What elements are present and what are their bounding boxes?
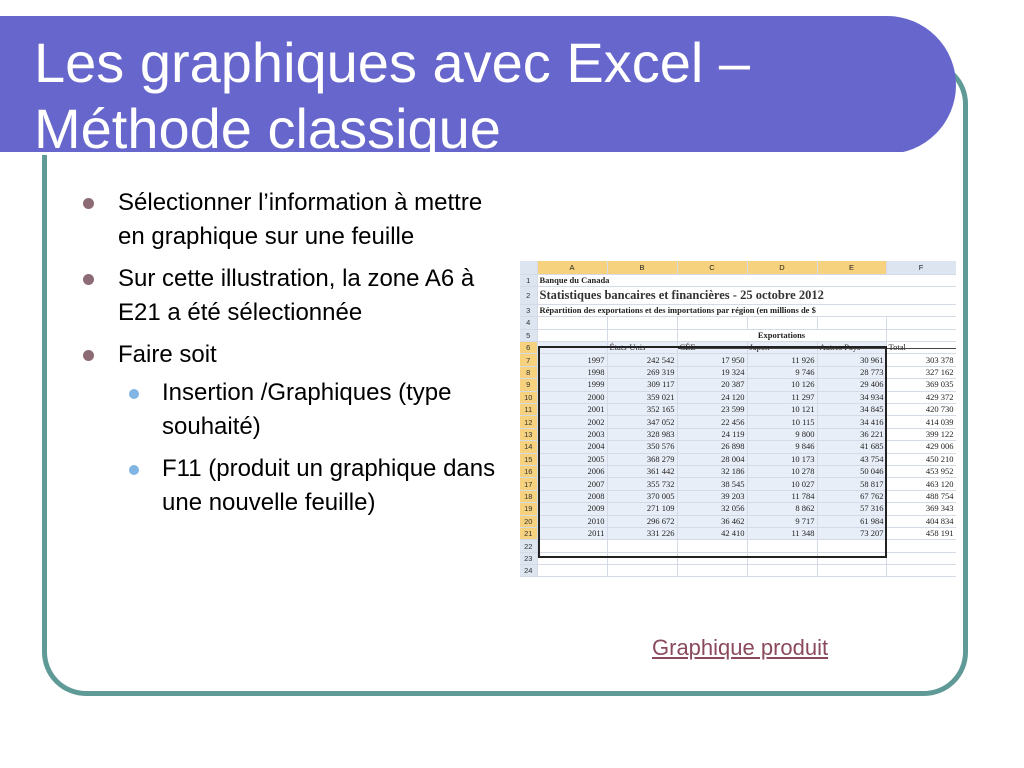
data-cell: 28 004 xyxy=(677,453,747,465)
sheet-row xyxy=(520,366,956,378)
sheet-row xyxy=(520,428,956,440)
slide-title-line-2: Méthode classique xyxy=(34,97,501,160)
data-cell: 8 862 xyxy=(747,503,817,515)
data-cell: 328 983 xyxy=(607,428,677,440)
data-cell: 370 005 xyxy=(607,490,677,502)
row-header: 12 xyxy=(520,416,537,428)
sub-bullet-text: F11 (produit un graphique dans une nouvelle feuille) xyxy=(162,455,496,516)
sheet-row xyxy=(520,527,956,539)
row-header: 3 xyxy=(520,304,537,316)
header-cell: CÉE xyxy=(677,342,747,354)
sheet-row xyxy=(520,391,956,403)
data-cell: 458 191 xyxy=(886,527,956,539)
empty-cell xyxy=(537,565,607,577)
data-cell: 11 926 xyxy=(747,354,817,366)
data-cell: 57 316 xyxy=(817,503,886,515)
empty-cell xyxy=(817,540,886,552)
data-cell: 399 122 xyxy=(886,428,956,440)
data-cell: 368 279 xyxy=(607,453,677,465)
row-header: 20 xyxy=(520,515,537,527)
column-header-a: A xyxy=(537,261,607,274)
sheet-row xyxy=(520,515,956,527)
sheet-row xyxy=(520,552,956,564)
row-header: 14 xyxy=(520,441,537,453)
data-cell: 296 672 xyxy=(607,515,677,527)
data-cell: 17 950 xyxy=(677,354,747,366)
empty-cell xyxy=(817,565,886,577)
data-cell: 41 685 xyxy=(817,441,886,453)
empty-cell xyxy=(677,552,747,564)
empty-cell xyxy=(607,565,677,577)
data-cell: 42 410 xyxy=(677,527,747,539)
row-header: 8 xyxy=(520,366,537,378)
bullet-text: Sur cette illustration, la zone A6 à E21 a été sélectionnée xyxy=(118,265,475,326)
data-cell: 2011 xyxy=(537,527,607,539)
exports-header-line xyxy=(678,348,956,349)
row-header: 11 xyxy=(520,404,537,416)
column-header-d: D xyxy=(747,261,817,274)
data-cell: 453 952 xyxy=(886,465,956,477)
sheet-row xyxy=(520,565,956,577)
data-cell: 271 109 xyxy=(607,503,677,515)
sheet-row xyxy=(520,478,956,490)
row-header: 19 xyxy=(520,503,537,515)
sheet-row xyxy=(520,379,956,391)
row-header: 6 xyxy=(520,342,537,354)
sheet-row xyxy=(520,274,956,286)
data-cell: 26 898 xyxy=(677,441,747,453)
sheet-row xyxy=(520,490,956,502)
data-cell: 429 372 xyxy=(886,391,956,403)
data-cell: 2008 xyxy=(537,490,607,502)
chart-link[interactable]: Graphique produit xyxy=(652,635,829,660)
column-header-f: F xyxy=(886,261,956,274)
column-header-row xyxy=(520,261,956,274)
empty-cell xyxy=(537,552,607,564)
row-header: 21 xyxy=(520,527,537,539)
row-header: 18 xyxy=(520,490,537,502)
data-cell: 350 576 xyxy=(607,441,677,453)
sub-bullet-dot-icon xyxy=(129,465,139,475)
sheet-row xyxy=(520,416,956,428)
data-cell: 34 416 xyxy=(817,416,886,428)
data-cell: 11 784 xyxy=(747,490,817,502)
sheet-row xyxy=(520,540,956,552)
data-cell: 34 845 xyxy=(817,404,886,416)
row-header: 1 xyxy=(520,274,537,286)
data-cell: 361 442 xyxy=(607,465,677,477)
header-cell: Japon xyxy=(747,342,817,354)
sub-bullet-text: Insertion /Graphiques (type souhaité) xyxy=(162,379,452,440)
slide-title xyxy=(34,30,750,162)
cell-a1: Banque du Canada xyxy=(537,274,956,286)
sheet-row xyxy=(520,317,956,329)
data-cell: 9 800 xyxy=(747,428,817,440)
data-cell: 9 746 xyxy=(747,366,817,378)
data-cell: 19 324 xyxy=(677,366,747,378)
row-header: 10 xyxy=(520,391,537,403)
empty-cell xyxy=(607,540,677,552)
empty-cell xyxy=(886,565,956,577)
column-header-c: C xyxy=(677,261,747,274)
sheet-row xyxy=(520,286,956,304)
data-cell: 420 730 xyxy=(886,404,956,416)
header-cell xyxy=(537,342,607,354)
data-cell: 331 226 xyxy=(607,527,677,539)
sub-bullet-dot-icon xyxy=(129,389,139,399)
data-cell: 2006 xyxy=(537,465,607,477)
data-cell: 10 173 xyxy=(747,453,817,465)
data-cell: 67 762 xyxy=(817,490,886,502)
data-cell: 2007 xyxy=(537,478,607,490)
data-cell: 10 121 xyxy=(747,404,817,416)
sheet-row xyxy=(520,329,956,341)
empty-cell xyxy=(747,540,817,552)
cell-a2: Statistiques bancaires et financières - 25 octobre 2012 xyxy=(537,286,956,304)
sub-bullet-list xyxy=(126,376,500,520)
slide-title-line-1: Les graphiques avec Excel – xyxy=(34,31,750,94)
data-cell: 22 456 xyxy=(677,416,747,428)
header-cell: Total xyxy=(886,342,956,354)
data-cell: 2009 xyxy=(537,503,607,515)
data-cell: 269 319 xyxy=(607,366,677,378)
bullet-text: Faire soit xyxy=(118,341,217,368)
data-cell: 10 278 xyxy=(747,465,817,477)
data-cell: 20 387 xyxy=(677,379,747,391)
data-cell: 39 203 xyxy=(677,490,747,502)
row-header: 2 xyxy=(520,286,537,304)
empty-cell xyxy=(677,565,747,577)
data-cell: 29 406 xyxy=(817,379,886,391)
data-cell: 9 846 xyxy=(747,441,817,453)
data-cell: 10 115 xyxy=(747,416,817,428)
row-header: 4 xyxy=(520,317,537,329)
data-cell: 327 162 xyxy=(886,366,956,378)
data-cell: 43 754 xyxy=(817,453,886,465)
bullet-text: Sélectionner l’information à mettre en graphique sur une feuille xyxy=(118,189,483,250)
data-cell: 36 462 xyxy=(677,515,747,527)
data-cell: 2000 xyxy=(537,391,607,403)
row-header: 13 xyxy=(520,428,537,440)
data-cell: 404 834 xyxy=(886,515,956,527)
sub-bullet-item xyxy=(126,376,500,444)
sheet-row xyxy=(520,453,956,465)
data-cell: 429 006 xyxy=(886,441,956,453)
sheet-row xyxy=(520,503,956,515)
data-cell: 347 052 xyxy=(607,416,677,428)
sheet-row xyxy=(520,304,956,316)
empty-cell xyxy=(886,552,956,564)
header-cell: États-Unis xyxy=(607,342,677,354)
data-cell: 463 120 xyxy=(886,478,956,490)
bullet-dot-icon xyxy=(83,198,94,209)
data-cell: 450 210 xyxy=(886,453,956,465)
data-cell: 488 754 xyxy=(886,490,956,502)
empty-cell xyxy=(886,540,956,552)
data-cell: 23 599 xyxy=(677,404,747,416)
empty-cell xyxy=(817,552,886,564)
data-cell: 10 126 xyxy=(747,379,817,391)
spreadsheet-screenshot xyxy=(520,261,956,596)
exports-header-cell: Exportations xyxy=(677,329,886,341)
row-header: 17 xyxy=(520,478,537,490)
data-cell: 11 348 xyxy=(747,527,817,539)
empty-cell xyxy=(607,552,677,564)
row-header: 22 xyxy=(520,540,537,552)
cell-a3: Répartition des exportations et des importations par région (en millions de $ xyxy=(537,304,956,316)
data-cell: 1999 xyxy=(537,379,607,391)
data-cell: 2010 xyxy=(537,515,607,527)
data-cell: 58 817 xyxy=(817,478,886,490)
data-cell: 369 343 xyxy=(886,503,956,515)
row-header: 7 xyxy=(520,354,537,366)
data-cell: 10 027 xyxy=(747,478,817,490)
data-cell: 9 717 xyxy=(747,515,817,527)
row-header: 15 xyxy=(520,453,537,465)
bullet-item xyxy=(80,338,500,520)
sheet-row xyxy=(520,404,956,416)
sheet-row xyxy=(520,354,956,366)
empty-cell xyxy=(677,540,747,552)
row-header: 5 xyxy=(520,329,537,341)
bullet-dot-icon xyxy=(83,350,94,361)
column-header-e: E xyxy=(817,261,886,274)
data-cell: 34 934 xyxy=(817,391,886,403)
spreadsheet-grid xyxy=(520,261,956,577)
data-cell: 1998 xyxy=(537,366,607,378)
data-cell: 2002 xyxy=(537,416,607,428)
data-cell: 24 120 xyxy=(677,391,747,403)
data-cell: 28 773 xyxy=(817,366,886,378)
row-header: 16 xyxy=(520,465,537,477)
row-header: 24 xyxy=(520,565,537,577)
data-cell: 32 186 xyxy=(677,465,747,477)
select-all-corner xyxy=(520,261,537,274)
data-cell: 242 542 xyxy=(607,354,677,366)
data-cell: 355 732 xyxy=(607,478,677,490)
title-banner xyxy=(0,16,956,160)
row-header: 23 xyxy=(520,552,537,564)
empty-cell xyxy=(747,552,817,564)
data-cell: 32 056 xyxy=(677,503,747,515)
data-cell: 303 378 xyxy=(886,354,956,366)
data-cell: 38 545 xyxy=(677,478,747,490)
data-cell: 30 961 xyxy=(817,354,886,366)
sub-bullet-item xyxy=(126,452,500,520)
row-header: 9 xyxy=(520,379,537,391)
data-cell: 50 046 xyxy=(817,465,886,477)
data-cell: 11 297 xyxy=(747,391,817,403)
data-cell: 24 119 xyxy=(677,428,747,440)
data-cell: 414 039 xyxy=(886,416,956,428)
data-cell: 2003 xyxy=(537,428,607,440)
data-cell: 309 117 xyxy=(607,379,677,391)
data-cell: 73 207 xyxy=(817,527,886,539)
data-cell: 369 035 xyxy=(886,379,956,391)
data-cell: 2005 xyxy=(537,453,607,465)
data-cell: 61 984 xyxy=(817,515,886,527)
data-cell: 1997 xyxy=(537,354,607,366)
bullet-item xyxy=(80,262,500,330)
data-cell: 2004 xyxy=(537,441,607,453)
bullet-list xyxy=(80,186,500,528)
bullet-dot-icon xyxy=(83,274,94,285)
sheet-row xyxy=(520,441,956,453)
empty-cell xyxy=(537,540,607,552)
empty-cell xyxy=(747,565,817,577)
bullet-item xyxy=(80,186,500,254)
data-cell: 2001 xyxy=(537,404,607,416)
data-cell: 36 221 xyxy=(817,428,886,440)
data-cell: 352 165 xyxy=(607,404,677,416)
data-cell: 359 021 xyxy=(607,391,677,403)
sheet-row xyxy=(520,465,956,477)
column-header-b: B xyxy=(607,261,677,274)
header-cell: Autres Pays xyxy=(817,342,886,354)
